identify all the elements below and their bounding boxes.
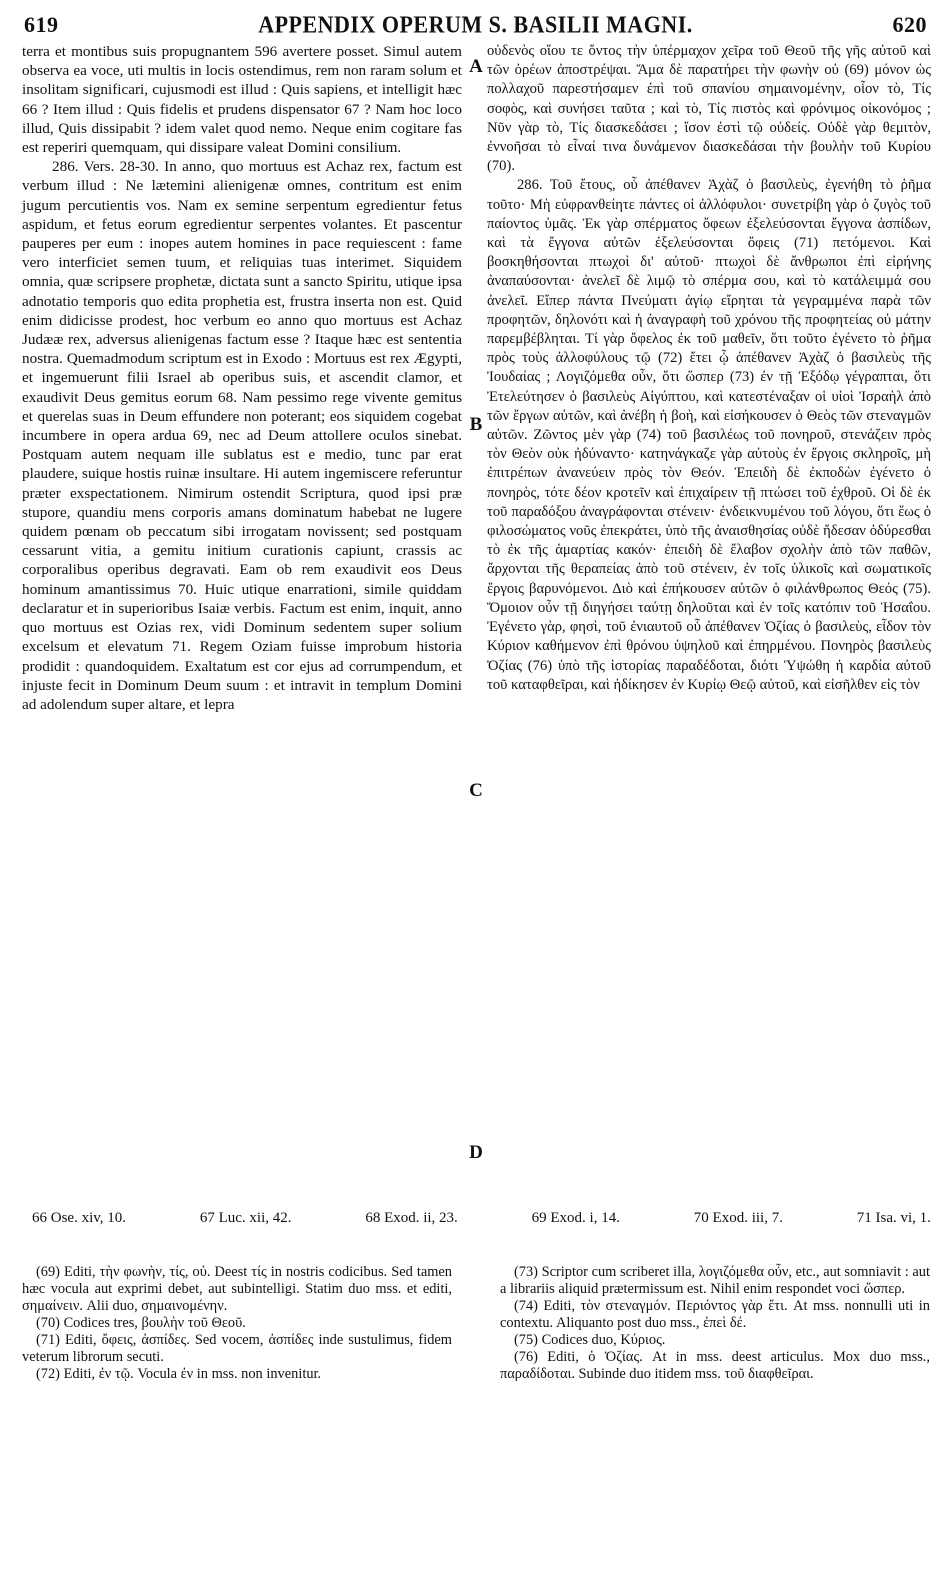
scripture-ref: 70 Exod. iii, 7. [693,1210,783,1226]
running-title: APPENDIX OPERUM S. BASILII MAGNI. [258,10,693,38]
latin-paragraph-2: 286. Vers. 28-30. In anno, quo mortuus est Achaz rex, factum est verbum illud : Ne lætemini alienigenæ omnes, contritum est enim jugum percutientis vos. Nam ex semine serpentum egredientur fetus aspidum, et fetus eorum egredientur serpentes volantes. Et pascentur pauperes per eum : inopes autem homines in pace requiescent : fame vero interficiet semen tuum, et reliquias tuas interimet. Siquidem omnia, quæ scripsere prophetæ, dictata sunt a sancto Spiritu, utique ipsa adnotatio temporis quo edita prophetia est, frustra inserta non est. Quid enim didicisse prodest, hoc verbum eo anno quo mortuus est Achaz Judææ rex, adversus alienigenas factum esse ? Itaque hæc est sententia nostra. Quemadmodum scriptum est in Exodo : Mortuus est rex Ægypti, et ingemuerunt filii Israel ab operibus suis, et ascendit clamor, et exaudivit Deus gemitus eorum 68. Nam pessimo rege vivente gemitus et querelas suas in Deum effundere non poterant; eos siquidem cogebat incumbere in opera ardua 69, nec ad Deum attollere oculos sinebat. Postquam autem nequam ille sublatus est e medio, tunc par erat plaudere, suique hostis ruinæ insultare. Hi autem ingemiscere referuntur præter exspectationem. Nimirum ostendit Scriptura, quod ipsi præ stupore, quandiu mens corporis amans dominatum habebat ne lugere quidem pœnam ob peccatum sibi irrogatam novissent; sed postquam cessarunt vitia, a gemitu initium curationis capiunt, crassis ac corporalibus operibus degravati. Eam ob rem exaudivit eos Deus hominum amantissimus 70. Huic utique enarrationi, simile quiddam declaratur et in superioribus Isaiæ verbis. Factum est enim, inquit, anno quo mortuus est Ozias rex, vidi Dominum sedentem super solium excelsum et elevatum 71. Regem Oziam fuisse improbum historia prodidit : quandoquidem. Exaltatum est cor ejus ad corrumpendum, et injuste fecit in Dominum Deum suum : et intravit in templum Domini ad adolendum super altare, et lepra [22,158,462,713]
latin-paragraph-1: terra et montibus suis propugnantem 596 avertere posset. Simul autem observa ea voce, uti multis in locis ostendimus, rem non raram solum et insolitam significari, cujusmodi est illud : Quis sapiens, et intelligit hæc 66 ? Item illud : Quis fidelis et prudens dispensator 67 ? Nam hoc loco illud, Quis dissipabit ? idem valet quod nemo. Neque enim cogitare fas est reperiri quemquam, qui dissipare valeat Domini consilium. [22,43,462,157]
footnote: (70) Codices tres, βουλὴν τοῦ Θεοῦ. [36,1315,246,1331]
scripture-ref: 67 Luc. xii, 42. [199,1210,292,1226]
scripture-references [32,1210,931,1227]
footnote: (76) Editi, ὁ Ὀζίας. At in mss. deest articulus. Mox duo mss., παραδίδοται. Subinde duo itidem mss. τοῦ διαφθεῖραι. [500,1349,930,1382]
footnotes-right [500,1264,930,1383]
footnote: (73) Scriptor cum scriberet illa, λογιζόμεθα οὖν, etc., aut somniavit : aut a librariis aliquid prætermissum est. Nihil enim respondet voci ὥσπερ. [500,1264,930,1297]
section-marker-c: C [469,780,483,801]
left-page-number: 619 [24,12,59,37]
latin-column [22,42,462,714]
scripture-ref: 71 Isa. vi, 1. [856,1210,931,1226]
section-marker-d: D [469,1142,483,1163]
greek-paragraph-2: 286. Τοῦ ἔτους, οὗ ἀπέθανεν Ἀχὰζ ὁ βασιλεὺς, ἐγενήθη τὸ ῥῆμα τοῦτο· Μὴ εὐφρανθείητε πάντες οἱ ἀλλόφυλοι· συνετρίβη γὰρ ὁ ζυγὸς τοῦ παίοντος ὑμᾶς. Ἐκ γὰρ σπέρματος ὄφεων ἐξελεύσονται ἔγγονα ἀσπίδων, καὶ τὰ ἔγγονα αὐτῶν ἐξελεύσονται ὄφεις (71) πετόμενοι. Καὶ βοσκηθήσονται πτωχοὶ δι' αὐτοῦ· πτωχοὶ δὲ ἄνθρωποι ἐπὶ εἰρήνης ἀναπαύσονται· ἀνελεῖ δὲ λιμῷ τὸ σπέρμα σου, καὶ τὸ κατάλειμμά σου ἀνελεῖ. Εἴπερ πάντα Πνεύματι ἁγίῳ εἴρηται τὰ γεγραμμένα παρὰ τῶν προφητῶν, δηλονότι καὶ ἡ ἀναγραφὴ τοῦ χρόνου τῆς προφητείας οὐ μάτην παρεμβέβληται. Τί γὰρ ὄφελος ἐκ τοῦ μαθεῖν, ὅτι τοῦτο ἐγένετο τὸ ῥῆμα πρὸς τοὺς ἀλλοφύλους τῷ (72) ἔτει ᾧ ἀπέθανεν Ἀχὰζ ὁ βασιλεὺς τῆς Ἰουδαίας ; Λογιζόμεθα οὖν, ὅτι ὥσπερ (73) ἐν τῇ Ἐξόδῳ γέγραπται, ὅτι Ἐτελεύτησεν ὁ βασιλεὺς Αἰγύπτου, καὶ κατεστέναξαν οἱ υἱοὶ Ἰσραὴλ ἀπὸ τῶν ἔργων αὐτῶν, καὶ ἀνέβη ἡ βοὴ, καὶ εἰσήκουσεν ὁ Θεὸς τῶν στεναγμῶν αὐτῶν. Ζῶντος μὲν γὰρ (74) τοῦ βασιλέως τοῦ πονηροῦ, στενάζειν πρὸς τὸν Θεὸν οὐκ ἠδύναντο· κατηνάγκαζε γὰρ αὐτοὺς ἐν ἔργοις σκληροῖς, μὴ ἐπιτρέπων ἀνανεύειν πρὸς τὸν Θεόν. Ἐπειδὴ δὲ ἐκποδὼν ἐγένετο ὁ πονηρὸς, τότε δέον κροτεῖν καὶ ἐπιχαίρειν τῇ πτώσει τοῦ ἐχθροῦ. Οἱ δὲ ἐκ τοῦ παραδόξου ἀναγράφονται στένειν· ἐνδεικνυμένου τοῦ λόγου, ὅτι ἕως ὁ φιλοσώματος νοῦς ἐπεκράτει, ὑπὸ τῆς ἀναισθησίας οὐδὲ ἤδεσαν ὀδύρεσθαι τὸ ἐκ τῆς ἁμαρτίας κακόν· ἐπειδὴ δὲ ἔλαβον σχολὴν ἀπὸ τῶν παθῶν, ἄρχονται τῆς θεραπείας ἀπὸ τοῦ στένειν, ἐν τοῖς ὑλικοῖς καὶ σωματικοῖς ἔργοις βαρυνόμενοι. Διὸ καὶ ἐπήκουσεν αὐτῶν ὁ φιλάνθρωπος Θεός (75). Ὅμοιον οὖν τῇ διηγήσει ταύτῃ δηλοῦται καὶ ἐν τοῖς κατόπιν τοῦ Ἡσαΐου. Ἐγένετο γὰρ, φησὶ, τοῦ ἐνιαυτοῦ οὗ ἀπέθανεν Ὀζίας ὁ βασιλεὺς, εἶδον τὸν Κύριον καθήμενον ἐπὶ θρόνου ὑψηλοῦ καὶ ἐπηρμένου. Πονηρὸς βασιλεὺς Ὀζίας (76) ὑπὸ τῆς ἱστορίας παραδέδοται, διότι Ὑψώθη ἡ καρδία αὐτοῦ τοῦ καταφθεῖραι, καὶ ἠδίκησεν ἐν Κυρίῳ Θεῷ αὐτοῦ, καὶ εἰσῆλθεν εἰς τὸν [487,177,931,693]
greek-paragraph-1: οὐδενὸς οἵου τε ὄντος τὴν ὑπέρμαχον χεῖρα τοῦ Θεοῦ τῆς γῆς αὐτοῦ καὶ τῶν ὀρέων ἀποστρέψαι. Ἅμα δὲ παρατήρει τὴν φωνὴν οὐ (69) μόνον ὡς πολλαχοῦ παρεστήσαμεν ἐπὶ τοῦ σπανίου σημαινομένην, οἷον τὸ, Τίς σοφὸς, καὶ συνήσει ταῦτα ; καὶ τὸ, Τίς πιστὸς καὶ φρόνιμος οἰκονόμος ; Νῦν γὰρ τὸ, Τίς διασκεδάσει ; ἴσον ἐστὶ τῷ οὐδείς. Οὐδὲ γὰρ θεμιτὸν, ἐννοῆσαι τὸ εἶναί τινα δυνάμενον διασκεδάσαι τὴν βουλὴν τοῦ Κυρίου (70). [487,43,931,175]
scripture-ref: 69 Exod. i, 14. [531,1210,620,1226]
footnote: (69) Editi, τὴν φωνὴν, τίς, οὐ. Deest τίς in nostris codicibus. Sed tamen hæc vocula aut exprimi debet, aut subintelligi. Statim duo mss. et editi, σημαίνειν. Alii duo, σημαινομένην. [22,1264,452,1314]
footnotes-left [22,1264,452,1383]
footnote: (72) Editi, ἐν τῷ. Vocula ἐν in mss. non invenitur. [36,1366,322,1382]
footnote: (74) Editi, τὸν στεναγμόν. Περιόντος γὰρ ἔτι. At mss. nonnulli uti in contextu. Aliquanto post duo mss., ἐπεὶ δέ. [500,1298,930,1331]
scripture-ref: 68 Exod. ii, 23. [365,1210,458,1226]
scripture-ref: 66 Ose. xiv, 10. [32,1210,127,1226]
footnote: (75) Codices duo, Κύριος. [514,1332,666,1348]
footnote: (71) Editi, ὄφεις, ἀσπίδες. Sed vocem, ἀσπίδες inde sustulimus, fidem veterum librorum secuti. [22,1332,452,1365]
section-marker-a: A [469,56,483,77]
running-header [24,10,927,40]
section-marker-b: B [469,414,483,435]
greek-column [487,42,931,695]
right-page-number: 620 [892,12,927,37]
